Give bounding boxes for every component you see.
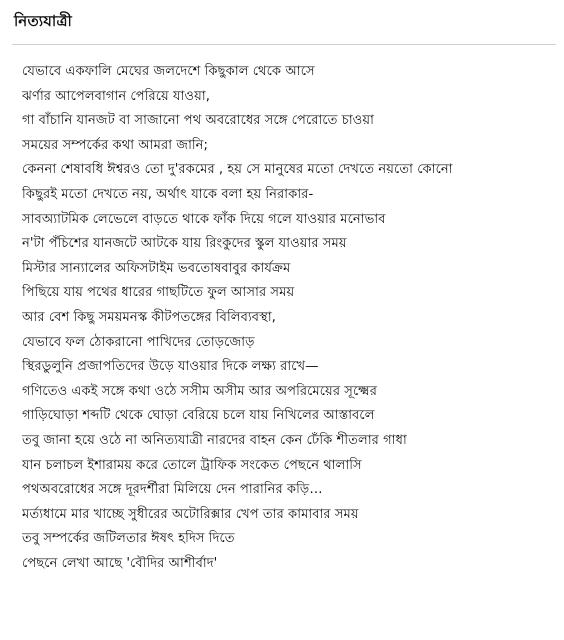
- poem-line: যেভাবে ফল ঠোকরানো পাখিদের তোড়জোড়: [22, 334, 255, 350]
- poem-line: মর্ত্যধামে মার খাচ্ছে সুধীরের অটোরিক্সার খেপ তার কামাবার সময়: [22, 506, 359, 522]
- poem-body: [22, 60, 554, 576]
- poem-line: সাবঅ্যাটমিক লেভেলে বাড়তে থাকে ফাঁক দিয়ে গলে যাওয়ার মনোভাব: [22, 211, 386, 227]
- poem-line: পেছনে লেখা আছে 'বৌদির আশীর্বাদ': [22, 555, 218, 571]
- poem-line: যান চলাচল ইশারাময় করে তোলে ট্রাফিক সংকেত পেছনে থালাসি: [22, 457, 362, 473]
- post-title: নিত্যযাত্রী: [14, 12, 72, 30]
- poem-line: কেননা শেষাবধি ঈশ্বরও তো দু'রকমের , হয় সে মানুষের মতো দেখতে নয়তো কোনো: [22, 162, 453, 178]
- poem-line: গণিতেও একই সঙ্গে কথা ওঠে সসীম অসীম আর অপরিমেয়ের সূক্ষ্মের: [22, 383, 377, 399]
- title-divider: [12, 44, 556, 45]
- poem-line: স্থিরডুলুনি প্রজাপতিদের উড়ে যাওয়ার দিকে লক্ষ্য রাখে—: [22, 359, 319, 375]
- poem-line: কিছুরই মতো দেখতে নয়, অর্থাৎ যাকে বলা হয় নিরাকার-: [22, 186, 314, 202]
- poem-line: তবু জানা হয়ে ওঠে না অনিত্যযাত্রী নারদের বাহন কেন ঢেঁকি শীতলার গাধা: [22, 432, 407, 448]
- poem-line: ন'টা পঁচিশের যানজটে আটকে যায় রিংকুদের স্কুল যাওয়ার সময়: [22, 236, 347, 252]
- poem-line: পথঅবরোধের সঙ্গে দূরদর্শীরা মিলিয়ে দেন পারানির কড়ি…: [22, 482, 323, 498]
- poem-line: যেভাবে একফালি মেঘের জলদেশে কিছুকাল থেকে আসে: [22, 64, 315, 79]
- poem-line: আর বেশ কিছু সময়মনস্ক কীটপতঙ্গের বিলিব্যবস্থা,: [22, 309, 276, 325]
- poem-line: সময়ের সম্পর্কের কথা আমরা জানি;: [22, 137, 208, 153]
- poem-line: তবু সম্পর্কের জটিলতার ঈষৎ হদিস দিতে: [22, 531, 235, 547]
- poem-line: গাড়িঘোড়া শব্দটি থেকে ঘোড়া বেরিয়ে চলে যায় নিখিলের আস্তাবলে: [22, 408, 375, 424]
- poem-line: মিস্টার সান্যালের অফিসটাইম ভবতোষবাবুর কার্যক্রম: [22, 260, 291, 276]
- poem-line: ঝর্ণার আপেলবাগান পেরিয়ে যাওয়া,: [22, 88, 210, 104]
- poem-line: পিছিয়ে যায় পথের ধারের গাছটিতে ফুল আসার সময়: [22, 285, 295, 301]
- poem-line: গা বাঁচানি যানজট বা সাজানো পথ অবরোধের সঙ্গে পেরোতে চাওয়া: [22, 113, 374, 129]
